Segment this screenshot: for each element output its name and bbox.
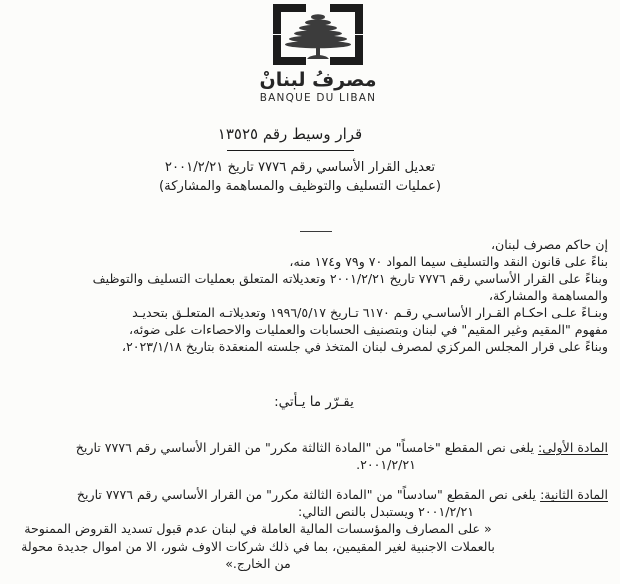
preamble-line: وبنـاءً علـى احكـام القـرار الأساسـي رقـم ٦١٧٠ تـاريخ ١٩٩٦/٥/١٧ وتعديلاتـه المتعلـق بتحديـد xyxy=(132,305,608,320)
article-one-continuation: ٢٠٠١/٢/٢١. xyxy=(356,457,416,472)
article-two-label: المادة الثانية: xyxy=(540,487,608,502)
article-two xyxy=(12,486,608,573)
preamble xyxy=(12,236,608,355)
preamble-line: وبناءً على قرار المجلس المركزي لمصرف لبنان المتخذ في جلسته المنعقدة بتاريخ ٢٠٢٣/١/١٨، xyxy=(121,339,608,354)
preamble-line: إن حاكم مصرف لبنان، xyxy=(490,237,608,252)
preamble-line: والمساهمة والمشاركة، xyxy=(488,288,608,303)
section-divider xyxy=(300,231,332,232)
cedar-logo-icon xyxy=(272,3,364,66)
quoted-text-line: من الخارج.» xyxy=(225,556,291,571)
decision-subtitle-line1: تعديل القرار الأساسي رقم ٧٧٧٦ تاريخ ٢٠٠١/٢/٢١ xyxy=(164,160,436,175)
bdl-logo xyxy=(20,0,616,104)
article-one-label: المادة الأولى: xyxy=(537,440,608,455)
article-one-body: يلغى نص المقطع "خامساً" من "المادة الثالثة مكرر" من القرار الأساسي رقم ٧٧٧٦ تاريخ xyxy=(75,440,534,455)
decision-subtitle-line2: (عمليات التسليف والتوظيف والمساهمة والمشاركة) xyxy=(159,179,441,194)
title-underline xyxy=(227,150,354,151)
bank-name-arabic: مصرفُ لبنانْ xyxy=(259,69,377,91)
article-one xyxy=(12,439,608,473)
operative-clause: يقـرّر ما يـأتي: xyxy=(274,394,354,410)
bank-name-latin: BANQUE DU LIBAN xyxy=(259,92,377,104)
preamble-line: بناءً على قانون النقد والتسليف سيما المواد ٧٠ و٧٩ و١٧٤ منه، xyxy=(289,254,608,269)
quoted-text-line: « على المصارف والمؤسسات المالية العاملة في لبنان عدم قبول تسديد القروض الممنوحة xyxy=(24,521,492,536)
article-two-continuation: ٢٠٠١/٢/٢١ ويستبدل بالنص التالي: xyxy=(298,504,474,519)
quoted-text-line: بالعملات الاجنبية لغير المقيمين، بما في ذلك شركات الاوف شور، الا من اموال جديدة محولة xyxy=(21,538,495,554)
article-two-body: يلغى نص المقطع "سادساً" من "المادة الثالثة مكرر" من القرار الأساسي رقم ٧٧٧٦ تاريخ xyxy=(76,487,537,502)
preamble-line: وبناءً على القرار الأساسي رقم ٧٧٧٦ تاريخ ٢٠٠١/٢/٢١ وتعديلاته المتعلق بعمليات التسليف والتوظيف xyxy=(92,271,608,286)
cedar-icon xyxy=(285,14,351,59)
preamble-line: مفهوم "المقيم وغير المقيم" في لبنان وبتصنيف الحسابات والعمليات والاحصاءات على ضوئه، xyxy=(128,322,608,337)
decision-title: قرار وسيط رقم ١٣٥٢٥ xyxy=(217,125,363,143)
